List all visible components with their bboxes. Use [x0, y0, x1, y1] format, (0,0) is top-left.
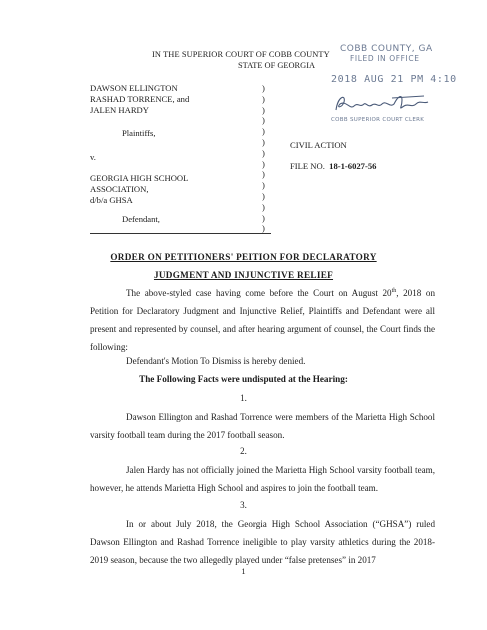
court-name: IN THE SUPERIOR COURT OF COBB COUNTY [152, 50, 330, 59]
caption-bracket: ) [262, 190, 265, 201]
intro-text-a: The above-styled case having come before the Court on August 20 [126, 288, 392, 299]
filing-stamp-county: COBB COUNTY, GA [340, 44, 433, 54]
fact-paragraph [90, 515, 435, 569]
motion-paragraph [90, 352, 435, 370]
caption-bracket: ) [262, 223, 265, 234]
civil-action-label: CIVIL ACTION [290, 140, 347, 150]
file-number [290, 161, 376, 171]
caption-brackets [262, 83, 272, 234]
plaintiff-name: DAWSON ELLINGTON [90, 83, 178, 93]
caption-underline [90, 233, 271, 234]
defendant-name: d/b/a GHSA [90, 195, 133, 205]
fact-text: Dawson Ellington and Rashad Torrence were members of the Marietta High School varsity football team during the 2017 football season. [90, 412, 435, 440]
page-number: 1 [241, 566, 246, 576]
fact-number: 3. [240, 500, 247, 510]
caption-bracket: ) [262, 93, 265, 104]
caption-bracket: ) [262, 83, 265, 93]
file-number-label: FILE NO. [290, 161, 325, 171]
caption-bracket: ) [262, 180, 265, 191]
plaintiffs-label: Plaintiffs, [122, 128, 156, 138]
versus-label: v. [90, 152, 96, 162]
fact-paragraph [90, 461, 435, 497]
caption-bracket: ) [262, 104, 265, 115]
intro-paragraph [90, 282, 435, 356]
caption-bracket: ) [262, 212, 265, 223]
defendant-name: GEORGIA HIGH SCHOOL [90, 173, 189, 183]
fact-number: 1. [240, 393, 247, 403]
file-number-value: 18-1-6027-56 [329, 161, 377, 171]
plaintiffs-names [90, 83, 189, 116]
defendant-name: ASSOCIATION, [90, 184, 149, 194]
intro-superscript: th [391, 288, 397, 294]
plaintiff-name: RASHAD TORRENCE, and [90, 94, 190, 104]
filing-stamp-datetime: 2018 AUG 21 PM 4:10 [331, 74, 457, 85]
caption-bracket: ) [262, 201, 265, 212]
state-name: STATE OF GEORGIA [238, 61, 316, 70]
caption-bracket: ) [262, 169, 265, 180]
fact-text: Jalen Hardy has not officially joined the Marietta High School varsity football team, however, he attends Marietta High School and aspires to join the football team. [90, 465, 435, 493]
motion-text: Defendant's Motion To Dismiss is hereby denied. [126, 356, 306, 366]
defendant-names [90, 173, 188, 206]
defendant-label: Defendant, [122, 214, 160, 224]
intro-text-b: , 2018 on Petition for Declaratory Judgment and Injunctive Relief, Plaintiffs and Defendant were all present and represented by counsel, and after hearing argument of counsel, the Court finds the following: [90, 288, 435, 353]
plaintiff-name: JALEN HARDY [90, 105, 149, 115]
caption-bracket: ) [262, 126, 265, 137]
order-title-line2: JUDGMENT AND INJUNCTIVE RELIEF [153, 270, 334, 280]
order-title-line1: ORDER ON PETITIONERS' PEITION FOR DECLARATORY [110, 252, 377, 262]
caption-bracket: ) [262, 136, 265, 147]
fact-paragraph [90, 408, 435, 444]
fact-text: In or about July 2018, the Georgia High School Association (“GHSA”) ruled Dawson Ellington and Rashad Torrence ineligible to play varsity athletics during the 2018-2019 season, because the two allegedly played under “false pretenses” in 2017 [90, 519, 435, 565]
filing-stamp-clerk: COBB SUPERIOR COURT CLERK [331, 117, 425, 123]
caption-bracket: ) [262, 115, 265, 126]
caption-bracket: ) [262, 147, 265, 158]
facts-heading: The Following Facts were undisputed at the Hearing: [139, 374, 348, 384]
filing-stamp-filed: FILED IN OFFICE [350, 54, 420, 63]
fact-number: 2. [240, 446, 247, 456]
clerk-signature [332, 90, 432, 116]
caption-bracket: ) [262, 158, 265, 169]
